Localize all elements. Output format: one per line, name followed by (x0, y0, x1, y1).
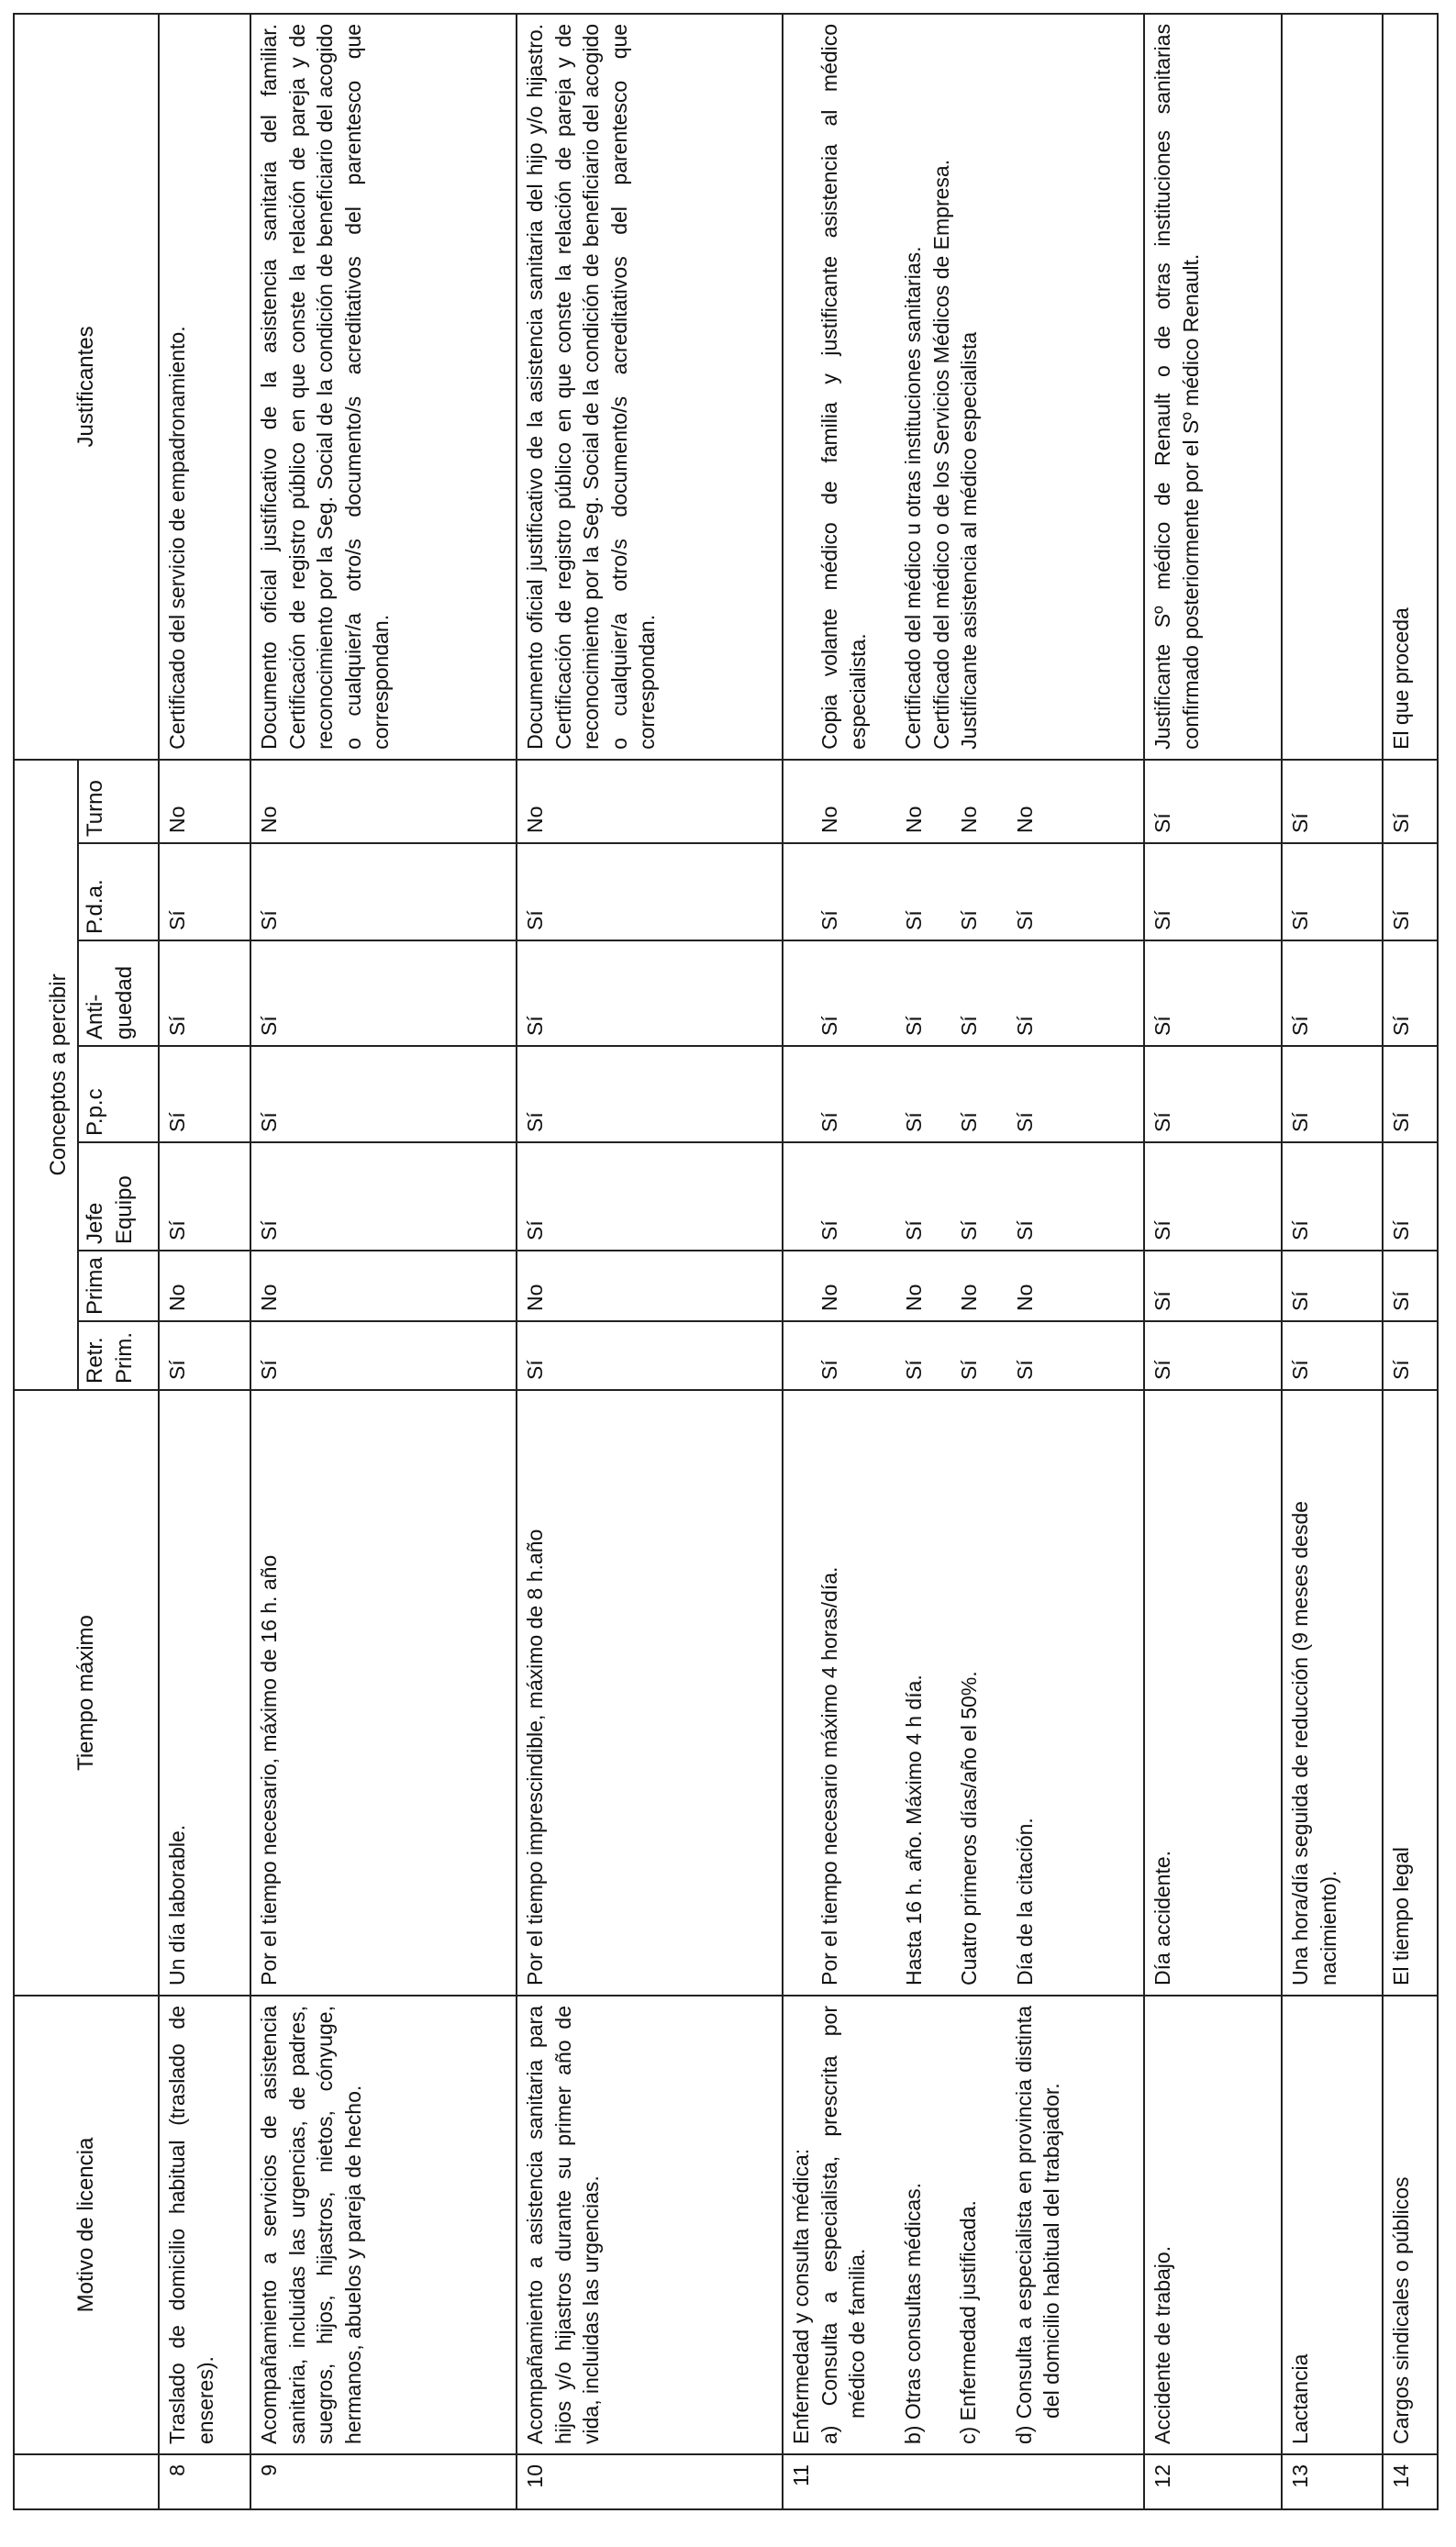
row-number: 9 (250, 2454, 517, 2509)
tiempo-cell: Día accidente. (1144, 1390, 1282, 1996)
retr-prim-cell: Sí (1383, 1321, 1438, 1390)
header-pda: P.d.a. (78, 843, 159, 940)
justificante-cell: Justificante Sº médico de Renault o de otras instituciones sanitarias confirmado posteriormente por el Sº médico Renault. (1144, 14, 1282, 760)
header-jefe-equipo: Jefe Equipo (78, 1142, 159, 1251)
jefe-equipo-c: Sí (957, 1220, 982, 1240)
header-retr-prim: Retr. Prim. (78, 1321, 159, 1390)
tiempo-cell: Un día laborable. (159, 1390, 250, 1996)
antiguedad-cell: Sí (1282, 940, 1383, 1046)
retr-prim-cell: Sí (250, 1321, 517, 1390)
turno-cell (783, 760, 1144, 843)
tiempo-sub-a: Por el tiempo necesario máximo 4 horas/día. (817, 1566, 841, 1985)
table-row (250, 14, 517, 2509)
tiempo-cell: Por el tiempo imprescindible, máximo de 8 h.año (517, 1390, 783, 1996)
header-justificantes: Justificantes (14, 14, 159, 760)
table-row (1282, 14, 1383, 2509)
table-row (517, 14, 783, 2509)
justificante-sub-b: Certificado del médico u otras instituciones sanitarias. (901, 246, 926, 750)
pda-c: Sí (957, 910, 982, 930)
table-header (14, 14, 159, 2509)
tiempo-sub-d: Día de la citación. (1012, 1818, 1037, 1985)
prima-c: No (957, 1284, 982, 1311)
motivo-intro: Enfermedad y consulta médica: (789, 2148, 813, 2444)
motivo-sub-d: d) Consulta a especialista en provincia distinta del domicilio habitual del trabajador. (1011, 2006, 1064, 2444)
motivo-cell: Traslado de domicilio habitual (traslado de enseres). (159, 1996, 250, 2454)
prima-cell: No (250, 1251, 517, 1321)
justificante-sub-a: Copia volante médico de familia y justificante asistencia al médico especialista. (817, 23, 870, 750)
antiguedad-cell: Sí (1144, 940, 1282, 1046)
pda-cell: Sí (517, 843, 783, 940)
licencias-table (13, 13, 1439, 2510)
justificante-cell (783, 14, 1144, 760)
prima-d: No (1012, 1284, 1037, 1311)
retr-prim-c: Sí (957, 1360, 982, 1380)
ppc-cell (783, 1046, 1144, 1142)
antiguedad-b: Sí (901, 1016, 926, 1036)
row-number: 14 (1383, 2454, 1438, 2509)
header-tiempo: Tiempo máximo (14, 1390, 159, 1996)
motivo-cell: Acompañamiento a servicios de asistencia sanitaria, incluidas las urgencias, de padres, suegros, hijos, hijastros, nietos, cónyuge, hermanos, abuelos y pareja de hecho. (250, 1996, 517, 2454)
pda-cell: Sí (1282, 843, 1383, 940)
justificante-cell: Documento oficial justificativo de la asistencia sanitaria del hijo y/o hijastro. Certificación de registro público en que conste la relación de pareja y de reconocimiento por la Seg. Social de la condición de beneficiario del acogido o cualquier/a otro/s documento/s acreditativos del parentesco que correspondan. (517, 14, 783, 760)
pda-cell: Sí (250, 843, 517, 940)
antiguedad-cell: Sí (250, 940, 517, 1046)
header-motivo: Motivo de licencia (14, 1996, 159, 2454)
turno-cell: Sí (1144, 760, 1282, 843)
row-number: 11 (783, 2454, 1144, 2509)
retr-prim-b: Sí (901, 1360, 926, 1380)
ppc-cell: Sí (159, 1046, 250, 1142)
header-num (14, 2454, 159, 2509)
turno-cell: No (159, 760, 250, 843)
prima-cell: Sí (1383, 1251, 1438, 1321)
antiguedad-cell (783, 940, 1144, 1046)
tiempo-cell: Por el tiempo necesario, máximo de 16 h. año (250, 1390, 517, 1996)
pda-a: Sí (817, 910, 841, 930)
jefe-equipo-a: Sí (817, 1220, 841, 1240)
row-number: 12 (1144, 2454, 1282, 2509)
table-row (1144, 14, 1282, 2509)
pda-cell: Sí (1383, 843, 1438, 940)
retr-prim-d: Sí (1012, 1360, 1037, 1380)
jefe-equipo-cell: Sí (517, 1142, 783, 1251)
prima-cell: No (159, 1251, 250, 1321)
antiguedad-cell: Sí (1383, 940, 1438, 1046)
pda-cell: Sí (1144, 843, 1282, 940)
header-turno: Turno (78, 760, 159, 843)
retr-prim-cell: Sí (517, 1321, 783, 1390)
prima-cell: No (517, 1251, 783, 1321)
motivo-cell (783, 1996, 1144, 2454)
pda-cell (783, 843, 1144, 940)
justificante-cell: Documento oficial justificativo de la asistencia sanitaria del familiar. Certificación de registro público en que conste la relación de pareja y de reconocimiento por la Seg. Social de la condición de beneficiario del acogido o cualquier/a otro/s documento/s acreditativos del parentesco que correspondan. (250, 14, 517, 760)
jefe-equipo-cell (783, 1142, 1144, 1251)
tiempo-cell: El tiempo legal (1383, 1390, 1438, 1996)
turno-cell: Sí (1383, 760, 1438, 843)
motivo-cell: Cargos sindicales o públicos (1383, 1996, 1438, 2454)
jefe-equipo-b: Sí (901, 1220, 926, 1240)
ppc-c: Sí (957, 1112, 982, 1132)
turno-b: No (901, 806, 926, 833)
turno-cell: Sí (1282, 760, 1383, 843)
tiempo-cell: Una hora/día seguida de reducción (9 meses desde nacimiento). (1282, 1390, 1383, 1996)
table-row (1383, 14, 1438, 2509)
header-antiguedad: Anti-guedad (78, 940, 159, 1046)
justificante-sub-c: Certificado del médico o de los Servicios Médicos de Empresa. (928, 159, 953, 750)
justificante-cell (1282, 14, 1383, 760)
justificante-cell: Certificado del servicio de empadronamiento. (159, 14, 250, 760)
retr-prim-cell: Sí (1282, 1321, 1383, 1390)
antiguedad-c: Sí (957, 1016, 982, 1036)
motivo-cell: Lactancia (1282, 1996, 1383, 2454)
header-ppc: P.p.c (78, 1046, 159, 1142)
header-conceptos: Conceptos a percibir (14, 760, 78, 1390)
motivo-sub-c: c) Enfermedad justificada. (956, 2200, 981, 2444)
antiguedad-cell: Sí (159, 940, 250, 1046)
row-number: 8 (159, 2454, 250, 2509)
antiguedad-a: Sí (817, 1016, 841, 1036)
ppc-cell: Sí (1383, 1046, 1438, 1142)
jefe-equipo-cell: Sí (250, 1142, 517, 1251)
antiguedad-cell: Sí (517, 940, 783, 1046)
row-number: 10 (517, 2454, 783, 2509)
retr-prim-cell (783, 1321, 1144, 1390)
prima-cell: Sí (1144, 1251, 1282, 1321)
row-number: 13 (1282, 2454, 1383, 2509)
header-prima: Prima (78, 1251, 159, 1321)
justificante-sub-d: Justificante asistencia al médico especialista (957, 331, 982, 750)
retr-prim-a: Sí (817, 1360, 841, 1380)
ppc-a: Sí (817, 1112, 841, 1132)
tiempo-sub-b: Hasta 16 h. año. Máximo 4 h día. (901, 1674, 926, 1985)
tiempo-sub-c: Cuatro primeros días/año el 50%. (957, 1671, 982, 1985)
turno-d: No (1012, 806, 1037, 833)
turno-cell: No (250, 760, 517, 843)
ppc-d: Sí (1012, 1112, 1037, 1132)
jefe-equipo-cell: Sí (159, 1142, 250, 1251)
prima-b: No (901, 1284, 926, 1311)
ppc-b: Sí (901, 1112, 926, 1132)
jefe-equipo-cell: Sí (1144, 1142, 1282, 1251)
ppc-cell: Sí (250, 1046, 517, 1142)
prima-cell: Sí (1282, 1251, 1383, 1321)
ppc-cell: Sí (1282, 1046, 1383, 1142)
jefe-equipo-cell: Sí (1282, 1142, 1383, 1251)
table-row (159, 14, 250, 2509)
table-body (159, 14, 1438, 2509)
motivo-sub-a: a) Consulta a especialista, prescrita por médico de familia. (817, 2006, 870, 2444)
justificante-cell: El que proceda (1383, 14, 1438, 760)
turno-c: No (957, 806, 982, 833)
ppc-cell: Sí (1144, 1046, 1282, 1142)
motivo-cell: Accidente de trabajo. (1144, 1996, 1282, 2454)
jefe-equipo-d: Sí (1012, 1220, 1037, 1240)
antiguedad-d: Sí (1012, 1016, 1037, 1036)
retr-prim-cell: Sí (159, 1321, 250, 1390)
motivo-sub-b: b) Otras consultas médicas. (900, 2182, 925, 2444)
pda-d: Sí (1012, 910, 1037, 930)
jefe-equipo-cell: Sí (1383, 1142, 1438, 1251)
pda-cell: Sí (159, 843, 250, 940)
prima-cell (783, 1251, 1144, 1321)
turno-a: No (817, 806, 841, 833)
pda-b: Sí (901, 910, 926, 930)
tiempo-cell (783, 1390, 1144, 1996)
turno-cell: No (517, 760, 783, 843)
ppc-cell: Sí (517, 1046, 783, 1142)
table-row (783, 14, 1144, 2509)
motivo-cell: Acompañamiento a asistencia sanitaria para hijos y/o hijastros durante su primer año de vida, incluidas las urgencias. (517, 1996, 783, 2454)
retr-prim-cell: Sí (1144, 1321, 1282, 1390)
prima-a: No (817, 1284, 841, 1311)
